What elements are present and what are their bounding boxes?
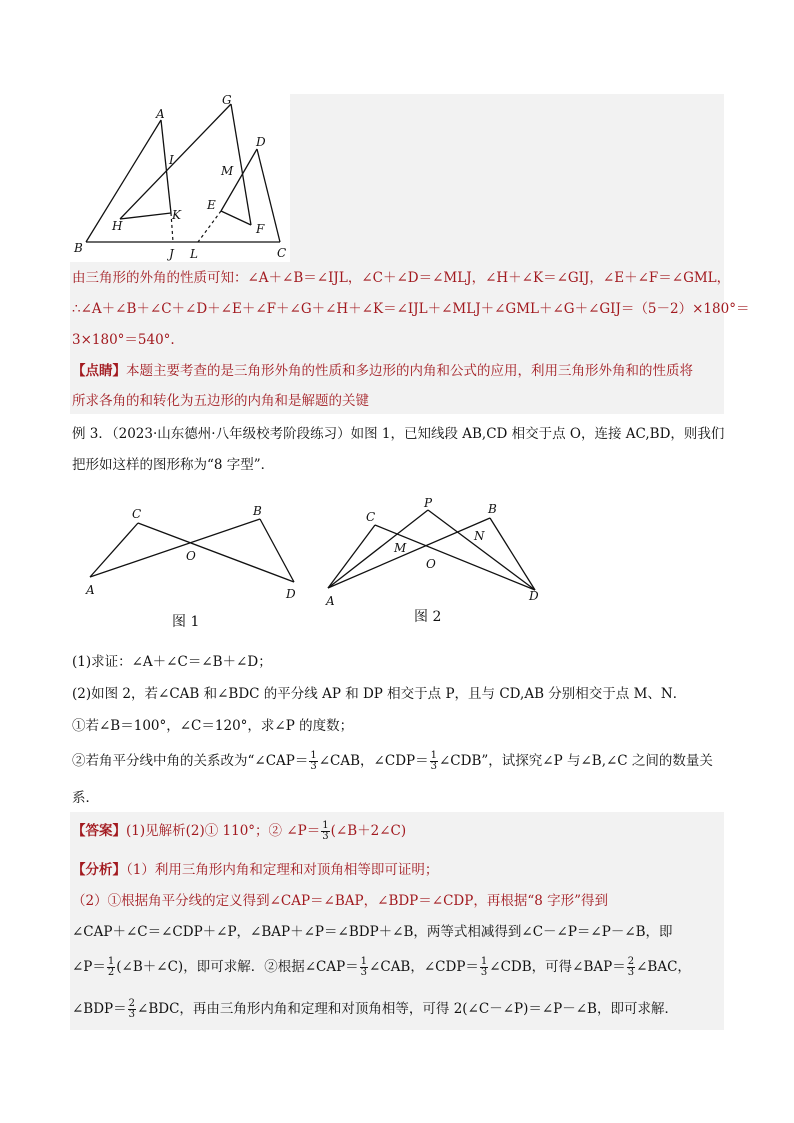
fraction-two-thirds xyxy=(128,999,136,1020)
frac-den: 2 xyxy=(107,967,115,978)
fig1-caption: 图 1 xyxy=(172,614,200,630)
fig2-label-N: N xyxy=(474,529,485,543)
fraction-one-third xyxy=(430,751,438,772)
label-G: G xyxy=(222,93,232,107)
label-I: I xyxy=(169,153,174,167)
fig2-label-C: C xyxy=(366,510,376,524)
line-AB xyxy=(328,518,490,588)
frac-num: 1 xyxy=(480,956,488,967)
frac-den: 3 xyxy=(128,1009,136,1020)
figure-top-geometry xyxy=(70,92,290,262)
analysis-4a: ∠P＝ xyxy=(72,959,106,975)
question-1: (1)求证：∠A＋∠C＝∠B＋∠D； xyxy=(72,654,272,670)
label-B: B xyxy=(74,241,83,255)
analysis-5a: ∠BDP＝ xyxy=(72,1001,127,1017)
frac-num: 1 xyxy=(360,956,368,967)
label-D: D xyxy=(256,135,266,149)
frac-num: 1 xyxy=(310,750,317,761)
analysis-line-5 xyxy=(72,996,678,1022)
q2-2-part-a: ②若角平分线中角的关系改为“∠CAP＝ xyxy=(72,753,309,769)
comment-line-1 xyxy=(72,361,693,381)
example3-line-2: 把形如这样的图形称为“8 字型”． xyxy=(72,457,275,473)
fig2-label-P: P xyxy=(424,496,433,510)
answer-tag: 【答案】 xyxy=(72,823,126,839)
frac-den: 3 xyxy=(627,967,635,978)
fig2-label-O: O xyxy=(426,557,436,571)
analysis-4c: ∠CAB，∠CDP＝ xyxy=(369,959,479,975)
fig1-label-O: O xyxy=(186,549,196,563)
answer-text-a: (1)见解析(2)① 110°；② ∠P＝ xyxy=(126,823,321,839)
analysis-4e: ∠BAC， xyxy=(636,959,691,975)
line-AP xyxy=(328,510,428,588)
line-BD xyxy=(490,518,535,590)
frac-num: 1 xyxy=(107,956,115,967)
comment-tag: 【点睛】 xyxy=(72,363,126,379)
answer-text-b: (∠B＋2∠C) xyxy=(330,823,407,839)
analysis-line-4 xyxy=(72,954,691,980)
label-E: E xyxy=(207,198,216,212)
frac-den: 3 xyxy=(322,831,329,842)
question-2-2 xyxy=(72,748,713,774)
comment-line-2: 所求各角的和转化为五边形的内角和是解题的关键 xyxy=(72,393,369,409)
label-H: H xyxy=(112,219,123,233)
question-2: (2)如图 2，若∠CAB 和∠BDC 的平分线 AP 和 DP 相交于点 P，且与 CD,AB 分别相交于点 M、N． xyxy=(72,686,687,702)
label-A: A xyxy=(156,107,165,121)
fig1-label-A: A xyxy=(86,583,95,597)
label-K: K xyxy=(172,208,181,222)
line-BD xyxy=(260,519,294,582)
frac-den: 3 xyxy=(430,761,437,772)
fig1-label-D: D xyxy=(286,587,296,601)
frac-num: 1 xyxy=(322,820,329,831)
label-F: F xyxy=(256,222,265,236)
fig2-label-A: A xyxy=(326,594,335,608)
figure-2 xyxy=(318,490,548,630)
frac-den: 3 xyxy=(360,967,368,978)
analysis-4d: ∠CDB，可得∠BAP＝ xyxy=(489,959,626,975)
fig2-label-D: D xyxy=(529,589,539,603)
fraction-one-third xyxy=(480,957,488,978)
figure-1 xyxy=(78,495,318,635)
analysis-line-1 xyxy=(72,860,438,880)
frac-den: 3 xyxy=(310,761,317,772)
example3-line-1: 例 3．（2023·山东德州·八年级校考阶段练习）如图 1，已知线段 AB,CD 相交于点 O，连接 AC,BD，则我们 xyxy=(72,426,725,442)
frac-num: 2 xyxy=(128,998,136,1009)
solution-line-3: 3×180°＝540°. xyxy=(72,332,175,348)
analysis-text-1: （1）利用三角形内角和定理和对顶角相等即可证明； xyxy=(126,862,439,878)
figure-bg xyxy=(70,92,290,262)
fraction-one-third xyxy=(309,751,317,772)
answer-line xyxy=(72,818,406,844)
fraction-two-thirds xyxy=(627,957,635,978)
fig2-label-B: B xyxy=(488,502,497,516)
fig1-label-B: B xyxy=(253,504,262,518)
comment-text: 本题主要考查的是三角形外角的性质和多边形的内角和公式的应用，利用三角形外角和的性质将 xyxy=(126,363,693,379)
q2-2-part-c: ∠CDB”，试探究∠P 与∠B,∠C 之间的数量关 xyxy=(438,753,713,769)
fig2-caption: 图 2 xyxy=(414,609,442,625)
fraction-one-third xyxy=(360,957,368,978)
analysis-4b: (∠B＋∠C)，即可求解．②根据∠CAP＝ xyxy=(116,959,359,975)
solution-line-2: ∴∠A＋∠B＋∠C＋∠D＋∠E＋∠F＋∠G＋∠H＋∠K＝∠IJL＋∠MLJ＋∠GML＋∠G＋∠GIJ＝（5－2）×180°＝ xyxy=(72,301,750,317)
question-2-2-cont: 系． xyxy=(72,790,99,806)
solution-line-1: 由三角形的外角的性质可知：∠A＋∠B＝∠IJL，∠C＋∠D＝∠MLJ，∠H＋∠K＝∠GIJ，∠E＋∠F＝∠GML， xyxy=(72,270,731,286)
frac-den: 3 xyxy=(480,967,488,978)
analysis-tag: 【分析】 xyxy=(72,862,126,878)
label-L: L xyxy=(190,247,198,261)
label-J: J xyxy=(169,247,174,261)
label-M: M xyxy=(221,164,234,178)
frac-num: 1 xyxy=(430,750,437,761)
q2-2-part-b: ∠CAB，∠CDP＝ xyxy=(318,753,429,769)
analysis-line-3: ∠CAP＋∠C＝∠CDP＋∠P，∠BAP＋∠P＝∠BDP＋∠B，两等式相减得到∠C－∠P＝∠P－∠B，即 xyxy=(72,924,673,940)
analysis-5b: ∠BDC，再由三角形内角和定理和对顶角相等，可得 2(∠C－∠P)＝∠P－∠B，即可求解． xyxy=(137,1001,678,1017)
fig2-label-M: M xyxy=(394,541,407,555)
fraction-one-third xyxy=(321,821,329,842)
label-C: C xyxy=(277,246,287,260)
analysis-line-2: （2）①根据角平分线的定义得到∠CAP＝∠BAP，∠BDP＝∠CDP，再根据“8 字形”得到 xyxy=(72,893,608,909)
frac-num: 2 xyxy=(627,956,635,967)
fraction-one-half xyxy=(107,957,115,978)
question-2-1: ①若∠B＝100°，∠C＝120°，求∠P 的度数； xyxy=(72,718,354,734)
fig1-label-C: C xyxy=(132,507,142,521)
